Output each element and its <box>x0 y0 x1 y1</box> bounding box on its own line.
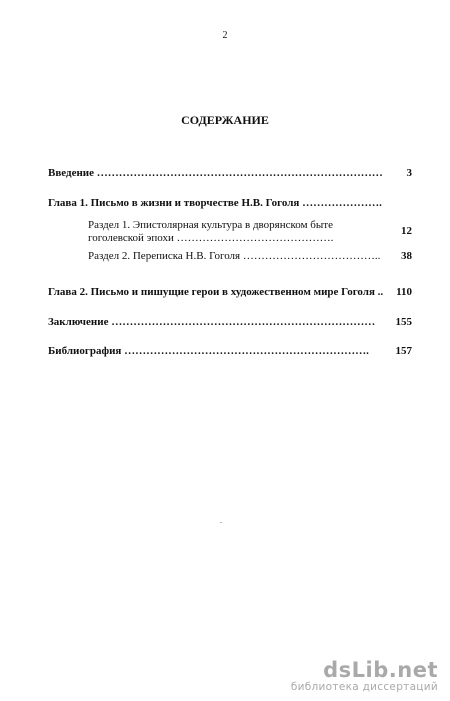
watermark-subtitle: библиотека диссертаций <box>290 681 438 693</box>
watermark-logo: dsLib.net <box>323 658 438 682</box>
toc-entry-chapter-2: Глава 2. Письмо и пишущие герои в художественном мире Гоголя .. <box>48 286 384 298</box>
toc-entry-section-2: Раздел 2. Переписка Н.В. Гоголя ……………………………….. <box>88 250 381 262</box>
toc-entry-intro: Введение …………………………………………………………………… <box>48 167 383 179</box>
toc-page-bibliography: 157 <box>395 345 412 357</box>
toc-page-intro: 3 <box>406 167 412 179</box>
toc-page-section-1: 12 <box>401 225 412 237</box>
toc-entry-bibliography: Библиография …………………………………………………………. <box>48 345 369 357</box>
toc-page-section-2: 38 <box>401 250 412 262</box>
page-number: 2 <box>222 30 228 41</box>
toc-entry-section-1-line-2: гоголевской эпохи ……………………………………. <box>88 232 334 244</box>
scan-speck <box>220 522 222 523</box>
toc-page-conclusion: 155 <box>395 316 412 328</box>
toc-entry-section-1-line-1: Раздел 1. Эпистолярная культура в дворянском быте <box>88 219 333 231</box>
toc-page-chapter-2: 110 <box>396 286 412 298</box>
toc-title: СОДЕРЖАНИЕ <box>181 113 269 127</box>
toc-entry-chapter-1: Глава 1. Письмо в жизни и творчестве Н.В. Гоголя …………………. <box>48 197 382 209</box>
toc-entry-conclusion: Заключение ……………………………………………………………… <box>48 316 376 328</box>
watermark <box>291 659 438 693</box>
